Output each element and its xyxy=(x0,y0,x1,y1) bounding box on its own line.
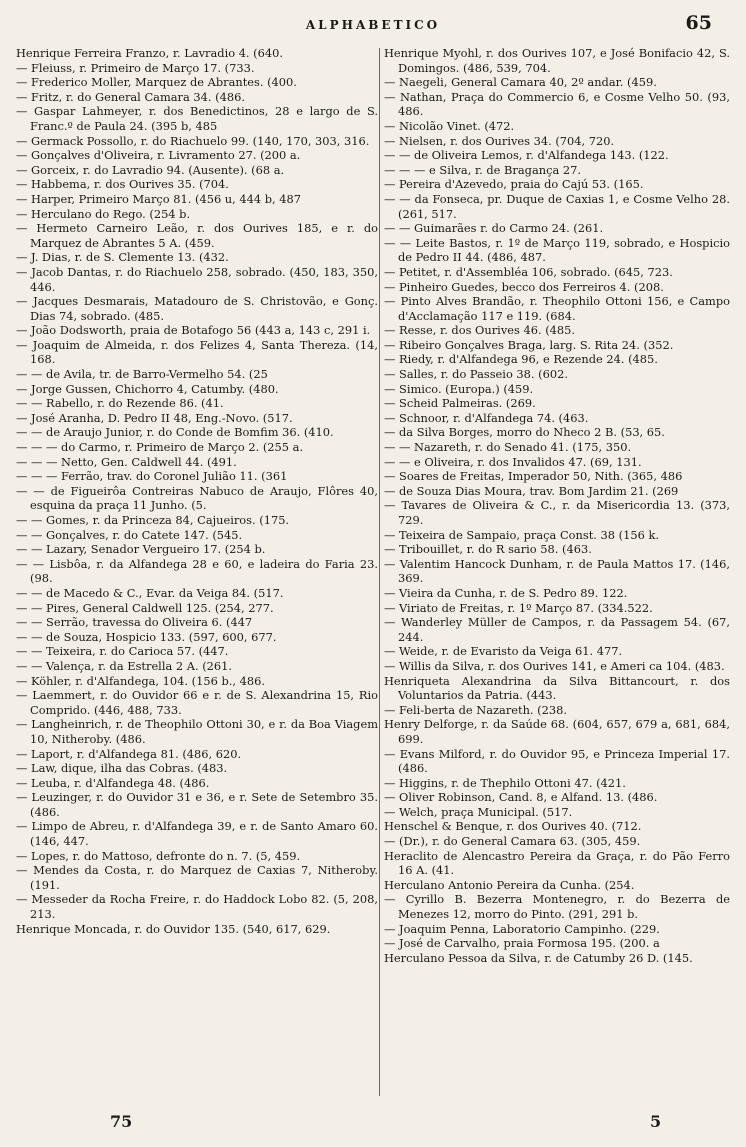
directory-entry: — Law, dique, ilha das Cobras. (483. xyxy=(16,761,228,776)
directory-entry: — Feli-berta de Nazareth. (238. xyxy=(384,702,567,717)
left-entry-list xyxy=(16,46,378,936)
directory-entry: — Soares de Freitas, Imperador 50, Nith. (365, 486 xyxy=(384,469,683,484)
directory-entry: — Herculano do Rego. (254 b. xyxy=(16,206,191,221)
directory-entry: — Willis da Silva, r. dos Ourives 141, e Ameri ca 104. (483. xyxy=(384,658,725,673)
directory-entry: — Fleiuss, r. Primeiro de Março 17. (733. xyxy=(16,60,255,75)
directory-entry: — Langheinrich, r. de Theophilo Ottoni 30, e r. da Boa Viagem 10, Nitheroby. (486. xyxy=(16,717,378,746)
running-title: ALPHABETICO xyxy=(305,18,441,32)
directory-entry: — — — e Silva, r. de Bragança 27. xyxy=(384,162,581,177)
directory-entry: — Leuba, r. d'Alfandega 48. (486. xyxy=(16,775,210,790)
page-footer xyxy=(0,1112,746,1136)
directory-entry: — Fritz, r. do General Camara 34. (486. xyxy=(16,89,245,104)
directory-entry: Herculano Pessoa da Silva, r. de Catumby 26 D. (145. xyxy=(384,950,693,965)
directory-entry: — — Teixeira, r. do Carioca 57. (447. xyxy=(16,644,229,659)
directory-entry: — — — Ferrão, trav. do Coronel Julião 11. (361 xyxy=(16,469,288,484)
directory-entry: — — da Fonseca, pr. Duque de Caxias 1, e Cosme Velho 28. (261, 517. xyxy=(384,191,730,221)
directory-entry: — Jacques Desmarais, Matadouro de S. Christovão, e Gonç. Dias 74, sobrado. (485. xyxy=(16,294,378,323)
directory-entry: Henry Delforge, r. da Saúde 68. (604, 657, 679 a, 681, 684, 699. xyxy=(384,717,730,746)
directory-entry: — Leuzinger, r. do Ouvidor 31 e 36, e r. Sete de Setembro 35. (486. xyxy=(16,790,378,819)
directory-entry: — — Lisbôa, r. da Alfandega 28 e 60, e ladeira do Faria 23. (98. xyxy=(16,556,378,586)
directory-entry: — Evans Milford, r. do Ouvidor 95, e Princeza Imperial 17. (486. xyxy=(384,746,730,776)
directory-entry: — Laemmert, r. do Ouvidor 66 e r. de S. Alexandrina 15, Rio Comprido. (446, 488, 733. xyxy=(16,688,378,717)
directory-entry: — — Nazareth, r. do Senado 41. (175, 350. xyxy=(384,440,632,455)
directory-entry: Henrique Moncada, r. do Ouvidor 135. (540, 617, 629. xyxy=(16,921,331,936)
directory-entry: — — de Souza, Hospicio 133. (597, 600, 677. xyxy=(16,629,277,644)
directory-entry: — Wanderley Müller de Campos, r. da Passagem 54. (67, 244. xyxy=(384,615,730,644)
directory-entry: — Schnoor, r. d'Alfandega 74. (463. xyxy=(384,410,589,425)
directory-entry: — de Souza Dias Moura, trav. Bom Jardim 21. (269 xyxy=(384,483,679,498)
signature-mark-left: 75 xyxy=(110,1112,133,1131)
directory-entry: — Ribeiro Gonçalves Braga, larg. S. Rita 24. (352. xyxy=(384,337,674,352)
directory-entry: — Gonçalves d'Oliveira, r. Livramento 27. (200 a. xyxy=(16,148,301,163)
directory-entry: — Salles, r. do Passeio 38. (602. xyxy=(384,367,568,382)
directory-entry: — Teixeira de Sampaio, praça Const. 38 (156 k. xyxy=(384,527,659,542)
signature-mark-right: 5 xyxy=(650,1112,662,1131)
directory-entry: Henschel & Benque, r. dos Ourives 40. (712. xyxy=(384,819,642,834)
directory-entry: — — Gomes, r. da Princeza 84, Cajueiros. (175. xyxy=(16,513,290,527)
directory-entry: — José Aranha, D. Pedro II 48, Eng.-Novo. (517. xyxy=(16,410,293,425)
directory-entry: — Habbema, r. dos Ourives 35. (704. xyxy=(16,177,229,192)
directory-entry: — — Lazary, Senador Vergueiro 17. (254 b. xyxy=(16,542,266,557)
directory-entry: — Viriato de Freitas, r. 1º Março 87. (334.522. xyxy=(384,600,653,615)
directory-entry: — — de Oliveira Lemos, r. d'Alfandega 143. (122. xyxy=(384,148,669,163)
directory-entry: — Vieira da Cunha, r. de S. Pedro 89. 122. xyxy=(384,585,628,600)
directory-entry: Henrique Myohl, r. dos Ourives 107, e José Bonifacio 42, S. Domingos. (486, 539, 704. xyxy=(384,46,730,75)
directory-entry: — — de Avila, tr. de Barro-Vermelho 54. (25 xyxy=(16,367,268,382)
directory-entry: — Gorceix, r. do Lavradio 94. (Ausente). (68 a. xyxy=(16,162,285,177)
directory-entry: — Joaquim de Almeida, r. dos Felizes 4, Santa Thereza. (14, 168. xyxy=(16,337,378,367)
directory-entry: — Limpo de Abreu, r. d'Alfandega 39, e r. de Santo Amaro 60. (146, 447. xyxy=(16,819,378,849)
directory-entry: — Gaspar Lahmeyer, r. dos Benedictinos, 28 e largo de S. Franc.º de Paula 24. (395 b, 485 xyxy=(16,104,378,133)
directory-entry: — Harper, Primeiro Março 81. (456 u, 444 b, 487 xyxy=(16,191,302,206)
directory-entry: — Tavares de Oliveira & C., r. da Misericordia 13. (373, 729. xyxy=(384,498,730,527)
left-column xyxy=(16,46,378,1096)
directory-entry: — Pinheiro Guedes, becco dos Ferreiros 4. (208. xyxy=(384,279,664,294)
directory-entry: — J. Dias, r. de S. Clemente 13. (432. xyxy=(16,250,229,265)
directory-entry: — — e Oliveira, r. dos Invalidos 47. (69, 131. xyxy=(384,454,642,469)
directory-entry: — — — Netto, Gen. Caldwell 44. (491. xyxy=(16,454,237,469)
directory-entry: — Riedy, r. d'Alfandega 96, e Rezende 24. (485. xyxy=(384,352,658,367)
directory-entry: — Nielsen, r. dos Ourives 34. (704, 720. xyxy=(384,133,615,148)
directory-entry: — Köhler, r. d'Alfandega, 104. (156 b., 486. xyxy=(16,673,265,688)
directory-entry: — Messeder da Rocha Freire, r. do Haddock Lobo 82. (5, 208, 213. xyxy=(16,892,378,922)
directory-entry: — Jacob Dantas, r. do Riachuelo 258, sobrado. (450, 183, 350, 446. xyxy=(16,264,378,294)
directory-entry: — Pinto Alves Brandão, r. Theophilo Ottoni 156, e Campo d'Acclamação 117 e 119. (684. xyxy=(384,294,730,323)
directory-entry: — Valentim Hancock Dunham, r. de Paula Mattos 17. (146, 369. xyxy=(384,556,730,586)
directory-entry: Henriqueta Alexandrina da Silva Bittancourt, r. dos Voluntarios da Patria. (443. xyxy=(384,673,730,703)
directory-entry: — Tribouillet, r. do R sario 58. (463. xyxy=(384,542,592,557)
directory-entry: — — Valença, r. da Estrella 2 A. (261. xyxy=(16,658,233,673)
directory-entry: — Hermeto Carneiro Leão, r. dos Ourives 185, e r. do Marquez de Abrantes 5 A. (459. xyxy=(16,221,378,250)
right-column xyxy=(384,46,730,1096)
directory-entry: — Nicolão Vinet. (472. xyxy=(384,118,515,133)
directory-entry: — — Guimarães r. do Carmo 24. (261. xyxy=(384,221,604,236)
directory-entry: — Lopes, r. do Mattoso, defronte do n. 7. (5, 459. xyxy=(16,848,301,863)
directory-entry: — Oliver Robinson, Cand. 8, e Alfand. 13. (486. xyxy=(384,790,658,805)
directory-entry: — — de Figueirôa Contreiras Nabuco de Araujo, Flôres 40, esquina da praça 11 Junho. (5. xyxy=(16,483,378,513)
directory-entry: Heraclito de Alencastro Pereira da Graça, r. do Pão Ferro 16 A. (41. xyxy=(384,848,730,878)
directory-entry: — Cyrillo B. Bezerra Montenegro, r. do Bezerra de Menezes 12, morro do Pinto. (291, 291 b. xyxy=(384,892,730,922)
directory-entry: — — — do Carmo, r. Primeiro de Março 2. (255 a. xyxy=(16,440,304,455)
column-divider xyxy=(379,48,380,1096)
directory-entry: — Nathan, Praça do Commercio 6, e Cosme Velho 50. (93, 486. xyxy=(384,89,730,119)
directory-entry: — — de Araujo Junior, r. do Conde de Bomfim 36. (410. xyxy=(16,425,334,440)
directory-entry: — — Rabello, r. do Rezende 86. (41. xyxy=(16,396,224,411)
directory-entry: — Scheid Palmeiras. (269. xyxy=(384,396,536,411)
directory-entry: — João Dodsworth, praia de Botafogo 56 (443 a, 143 c, 291 i. xyxy=(16,323,371,338)
directory-entry: — Joaquim Penna, Laboratorio Campinho. (229. xyxy=(384,921,660,936)
directory-entry: — Simico. (Europa.) (459. xyxy=(384,381,534,396)
directory-entry: — Naegeli, General Camara 40, 2º andar. (459. xyxy=(384,75,657,90)
directory-entry: — — Pires, General Caldwell 125. (254, 277. xyxy=(16,600,274,615)
directory-entry: — Frederico Moller, Marquez de Abrantes. (400. xyxy=(16,75,297,90)
page-number: 65 xyxy=(685,12,712,34)
directory-entry: — Mendes da Costa, r. do Marquez de Caxias 7, Nitheroby. (191. xyxy=(16,863,378,892)
directory-entry: — Petitet, r. d'Assembléa 106, sobrado. (645, 723. xyxy=(384,264,673,279)
directory-entry: Herculano Antonio Pereira da Cunha. (254. xyxy=(384,877,635,892)
directory-entry: — da Silva Borges, morro do Nheco 2 B. (53, 65. xyxy=(384,425,665,440)
directory-entry: — Germack Possollo, r. do Riachuelo 99. (140, 170, 303, 316. xyxy=(16,133,370,148)
page-header xyxy=(0,6,746,42)
directory-entry: — Weide, r. de Evaristo da Veiga 61. 477. xyxy=(384,644,623,659)
directory-entry: — — Gonçalves, r. do Catete 147. (545. xyxy=(16,527,243,542)
directory-entry: — Welch, praça Municipal. (517. xyxy=(384,804,573,819)
directory-entry: — Resse, r. dos Ourives 46. (485. xyxy=(384,323,575,338)
directory-entry: — José de Carvalho, praia Formosa 195. (200. a xyxy=(384,936,660,951)
directory-entry: Henrique Ferreira Franzo, r. Lavradio 4. (640. xyxy=(16,46,283,60)
directory-entry: — — Leite Bastos, r. 1º de Março 119, sobrado, e Hospicio de Pedro II 44. (486, 487. xyxy=(384,235,730,265)
directory-entry: — — de Macedo & C., Evar. da Veiga 84. (517. xyxy=(16,585,284,600)
directory-entry: — Pereira d'Azevedo, praia do Cajú 53. (165. xyxy=(384,177,644,192)
right-entry-list xyxy=(384,46,730,965)
directory-entry: — Jorge Gussen, Chichorro 4, Catumby. (480. xyxy=(16,381,279,396)
directory-entry: — Laport, r. d'Alfandega 81. (486, 620. xyxy=(16,746,242,761)
directory-entry: — Higgins, r. de Thephilo Ottoni 47. (421. xyxy=(384,775,626,790)
directory-entry: — — Serrão, travessa do Oliveira 6. (447 xyxy=(16,615,253,630)
directory-entry: — (Dr.), r. do General Camara 63. (305, 459. xyxy=(384,834,641,849)
